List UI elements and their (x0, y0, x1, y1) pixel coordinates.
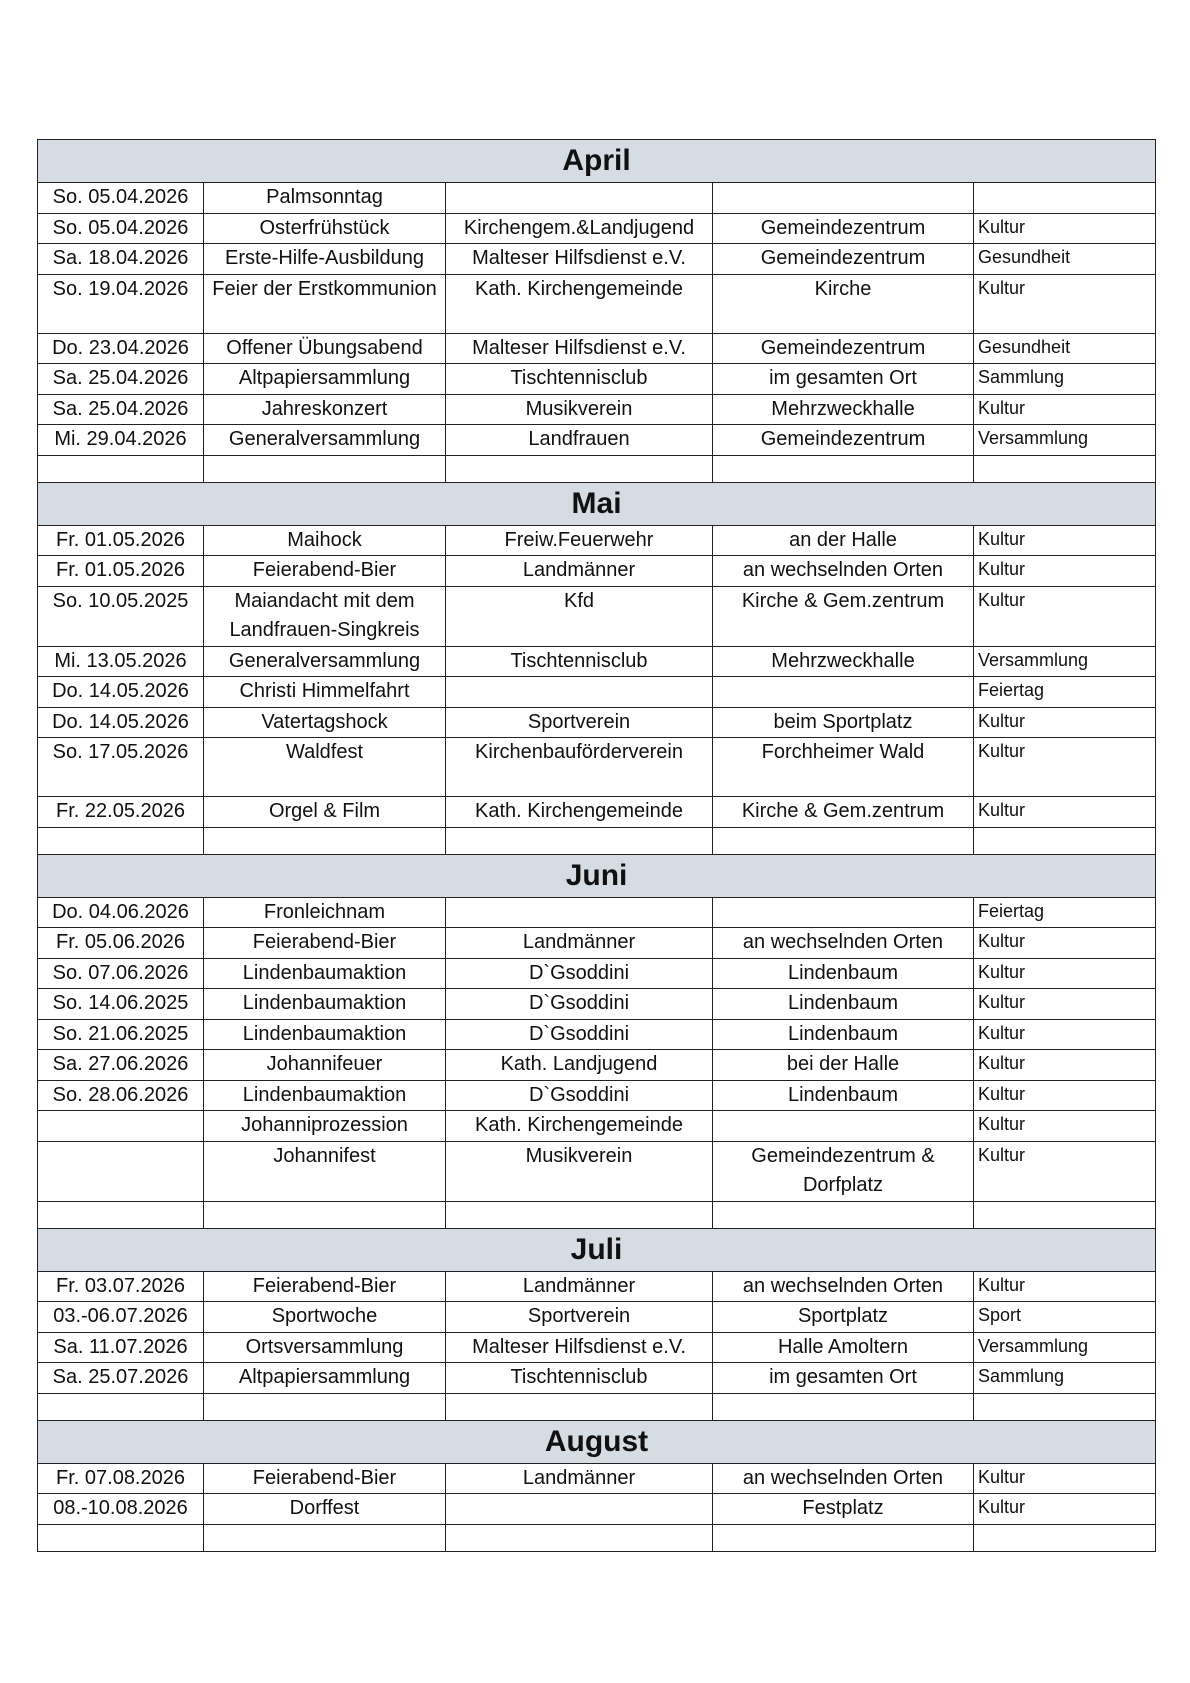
event-row (38, 333, 1156, 364)
blank-cell (204, 1201, 446, 1228)
organizer-cell (446, 677, 713, 708)
location-cell: Gemeindezentrum (713, 425, 974, 456)
month-title: Mai (38, 482, 1156, 525)
month-title: Juli (38, 1228, 1156, 1271)
event-row (38, 1463, 1156, 1494)
blank-cell (446, 827, 713, 854)
blank-cell (713, 827, 974, 854)
date-cell: 03.-06.07.2026 (38, 1302, 204, 1333)
category-cell: Versammlung (974, 1332, 1156, 1363)
blank-cell (974, 1393, 1156, 1420)
event-row (38, 738, 1156, 797)
event-row (38, 646, 1156, 677)
blank-row (38, 827, 1156, 854)
organizer-cell: Sportverein (446, 707, 713, 738)
category-cell: Kultur (974, 213, 1156, 244)
category-cell: Kultur (974, 274, 1156, 333)
event-row (38, 213, 1156, 244)
event-row (38, 183, 1156, 214)
category-cell: Gesundheit (974, 244, 1156, 275)
event-cell: Johannifest (204, 1141, 446, 1201)
blank-cell (713, 455, 974, 482)
organizer-cell: Landmänner (446, 556, 713, 587)
location-cell: Mehrzweckhalle (713, 394, 974, 425)
location-cell: Halle Amoltern (713, 1332, 974, 1363)
event-cell: Erste-Hilfe-Ausbildung (204, 244, 446, 275)
blank-cell (713, 1393, 974, 1420)
category-cell: Versammlung (974, 425, 1156, 456)
event-cell: Altpapiersammlung (204, 364, 446, 395)
date-cell: Fr. 03.07.2026 (38, 1271, 204, 1302)
date-cell (38, 1141, 204, 1201)
event-cell: Lindenbaumaktion (204, 958, 446, 989)
category-cell: Kultur (974, 989, 1156, 1020)
organizer-cell: Malteser Hilfsdienst e.V. (446, 1332, 713, 1363)
location-cell (713, 1111, 974, 1142)
location-cell: Kirche & Gem.zentrum (713, 586, 974, 646)
location-cell: Gemeindezentrum & Dorfplatz (713, 1141, 974, 1201)
event-row (38, 1332, 1156, 1363)
organizer-cell (446, 183, 713, 214)
blank-cell (38, 1201, 204, 1228)
event-cell: Offener Übungsabend (204, 333, 446, 364)
organizer-cell: Malteser Hilfsdienst e.V. (446, 333, 713, 364)
blank-cell (204, 1524, 446, 1551)
event-cell: Fronleichnam (204, 897, 446, 928)
location-cell: Lindenbaum (713, 958, 974, 989)
event-cell: Vatertagshock (204, 707, 446, 738)
date-cell: Do. 23.04.2026 (38, 333, 204, 364)
category-cell: Sammlung (974, 1363, 1156, 1394)
date-cell: Sa. 25.04.2026 (38, 364, 204, 395)
blank-row (38, 455, 1156, 482)
event-cell: Johanniprozession (204, 1111, 446, 1142)
organizer-cell: Malteser Hilfsdienst e.V. (446, 244, 713, 275)
blank-cell (446, 1201, 713, 1228)
organizer-cell: D`Gsoddini (446, 1019, 713, 1050)
blank-cell (713, 1201, 974, 1228)
event-row (38, 1363, 1156, 1394)
category-cell: Kultur (974, 738, 1156, 797)
location-cell (713, 897, 974, 928)
event-row (38, 394, 1156, 425)
blank-cell (204, 455, 446, 482)
month-header-row (38, 854, 1156, 897)
event-cell: Sportwoche (204, 1302, 446, 1333)
blank-cell (446, 455, 713, 482)
category-cell: Versammlung (974, 646, 1156, 677)
event-cell: Orgel & Film (204, 797, 446, 828)
event-row (38, 1019, 1156, 1050)
event-row (38, 1111, 1156, 1142)
category-cell: Kultur (974, 958, 1156, 989)
location-cell: an wechselnden Orten (713, 1271, 974, 1302)
blank-cell (38, 455, 204, 482)
organizer-cell: Freiw.Feuerwehr (446, 525, 713, 556)
location-cell: Festplatz (713, 1494, 974, 1525)
event-cell: Lindenbaumaktion (204, 989, 446, 1020)
organizer-cell: Sportverein (446, 1302, 713, 1333)
date-cell: Sa. 25.04.2026 (38, 394, 204, 425)
month-header-row (38, 1228, 1156, 1271)
event-row (38, 707, 1156, 738)
category-cell: Kultur (974, 1271, 1156, 1302)
organizer-cell: Kirchenbauförderverein (446, 738, 713, 797)
date-cell: Do. 14.05.2026 (38, 707, 204, 738)
category-cell: Kultur (974, 1050, 1156, 1081)
event-row (38, 1302, 1156, 1333)
organizer-cell: Tischtennisclub (446, 364, 713, 395)
event-cell: Feier der Erstkommunion (204, 274, 446, 333)
category-cell: Kultur (974, 1111, 1156, 1142)
event-row (38, 525, 1156, 556)
event-row (38, 677, 1156, 708)
date-cell (38, 1111, 204, 1142)
event-row (38, 1271, 1156, 1302)
date-cell: So. 10.05.2025 (38, 586, 204, 646)
date-cell: Mi. 29.04.2026 (38, 425, 204, 456)
blank-row (38, 1524, 1156, 1551)
organizer-cell: Landmänner (446, 928, 713, 959)
event-row (38, 1494, 1156, 1525)
location-cell: an wechselnden Orten (713, 1463, 974, 1494)
location-cell (713, 677, 974, 708)
date-cell: So. 19.04.2026 (38, 274, 204, 333)
organizer-cell (446, 897, 713, 928)
event-cell: Osterfrühstück (204, 213, 446, 244)
date-cell: So. 28.06.2026 (38, 1080, 204, 1111)
organizer-cell: Tischtennisclub (446, 1363, 713, 1394)
category-cell: Kultur (974, 1019, 1156, 1050)
location-cell: an der Halle (713, 525, 974, 556)
date-cell: Do. 14.05.2026 (38, 677, 204, 708)
date-cell: Sa. 25.07.2026 (38, 1363, 204, 1394)
location-cell: an wechselnden Orten (713, 928, 974, 959)
event-row (38, 586, 1156, 646)
date-cell: Fr. 01.05.2026 (38, 525, 204, 556)
date-cell: So. 05.04.2026 (38, 183, 204, 214)
month-title: Juni (38, 854, 1156, 897)
month-title: August (38, 1420, 1156, 1463)
location-cell: Forchheimer Wald (713, 738, 974, 797)
blank-row (38, 1201, 1156, 1228)
blank-cell (446, 1393, 713, 1420)
category-cell: Kultur (974, 1463, 1156, 1494)
location-cell (713, 183, 974, 214)
date-cell: So. 17.05.2026 (38, 738, 204, 797)
event-cell: Lindenbaumaktion (204, 1019, 446, 1050)
location-cell: Sportplatz (713, 1302, 974, 1333)
category-cell: Feiertag (974, 677, 1156, 708)
organizer-cell: Tischtennisclub (446, 646, 713, 677)
month-title: April (38, 140, 1156, 183)
category-cell: Kultur (974, 556, 1156, 587)
organizer-cell: Kfd (446, 586, 713, 646)
event-row (38, 958, 1156, 989)
event-cell: Lindenbaumaktion (204, 1080, 446, 1111)
event-cell: Feierabend-Bier (204, 1271, 446, 1302)
event-cell: Feierabend-Bier (204, 1463, 446, 1494)
location-cell: Gemeindezentrum (713, 244, 974, 275)
location-cell: im gesamten Ort (713, 1363, 974, 1394)
date-cell: So. 21.06.2025 (38, 1019, 204, 1050)
month-header-row (38, 140, 1156, 183)
location-cell: im gesamten Ort (713, 364, 974, 395)
date-cell: Mi. 13.05.2026 (38, 646, 204, 677)
event-row (38, 897, 1156, 928)
blank-cell (204, 827, 446, 854)
month-header-row (38, 482, 1156, 525)
blank-cell (446, 1524, 713, 1551)
organizer-cell (446, 1494, 713, 1525)
location-cell: Kirche & Gem.zentrum (713, 797, 974, 828)
event-row (38, 928, 1156, 959)
location-cell: bei der Halle (713, 1050, 974, 1081)
date-cell: Fr. 05.06.2026 (38, 928, 204, 959)
blank-cell (204, 1393, 446, 1420)
blank-cell (974, 455, 1156, 482)
event-cell: Generalversammlung (204, 646, 446, 677)
category-cell: Feiertag (974, 897, 1156, 928)
category-cell: Kultur (974, 797, 1156, 828)
blank-cell (38, 1524, 204, 1551)
blank-cell (38, 1393, 204, 1420)
date-cell: Fr. 01.05.2026 (38, 556, 204, 587)
event-cell: Feierabend-Bier (204, 556, 446, 587)
event-cell: Feierabend-Bier (204, 928, 446, 959)
event-cell: Jahreskonzert (204, 394, 446, 425)
location-cell: beim Sportplatz (713, 707, 974, 738)
month-header-row (38, 1420, 1156, 1463)
location-cell: an wechselnden Orten (713, 556, 974, 587)
organizer-cell: Kath. Kirchengemeinde (446, 274, 713, 333)
event-cell: Christi Himmelfahrt (204, 677, 446, 708)
event-cell: Ortsversammlung (204, 1332, 446, 1363)
organizer-cell: Kath. Landjugend (446, 1050, 713, 1081)
date-cell: 08.-10.08.2026 (38, 1494, 204, 1525)
category-cell: Kultur (974, 707, 1156, 738)
category-cell: Kultur (974, 1494, 1156, 1525)
date-cell: Sa. 11.07.2026 (38, 1332, 204, 1363)
event-row (38, 1050, 1156, 1081)
events-body (38, 140, 1156, 1552)
category-cell: Gesundheit (974, 333, 1156, 364)
category-cell: Sammlung (974, 364, 1156, 395)
organizer-cell: D`Gsoddini (446, 958, 713, 989)
location-cell: Gemeindezentrum (713, 333, 974, 364)
blank-cell (38, 827, 204, 854)
category-cell (974, 183, 1156, 214)
location-cell: Kirche (713, 274, 974, 333)
organizer-cell: Kath. Kirchengemeinde (446, 1111, 713, 1142)
event-cell: Altpapiersammlung (204, 1363, 446, 1394)
organizer-cell: Landmänner (446, 1271, 713, 1302)
event-cell: Johannifeuer (204, 1050, 446, 1081)
organizer-cell: Landfrauen (446, 425, 713, 456)
blank-cell (974, 827, 1156, 854)
date-cell: Fr. 22.05.2026 (38, 797, 204, 828)
event-row (38, 364, 1156, 395)
category-cell: Kultur (974, 525, 1156, 556)
event-cell: Maihock (204, 525, 446, 556)
blank-cell (974, 1524, 1156, 1551)
event-cell: Palmsonntag (204, 183, 446, 214)
date-cell: Sa. 27.06.2026 (38, 1050, 204, 1081)
blank-cell (974, 1201, 1156, 1228)
event-row (38, 797, 1156, 828)
category-cell: Sport (974, 1302, 1156, 1333)
organizer-cell: D`Gsoddini (446, 989, 713, 1020)
events-table (37, 139, 1156, 1552)
organizer-cell: Landmänner (446, 1463, 713, 1494)
date-cell: So. 05.04.2026 (38, 213, 204, 244)
date-cell: So. 14.06.2025 (38, 989, 204, 1020)
event-cell: Waldfest (204, 738, 446, 797)
date-cell: Sa. 18.04.2026 (38, 244, 204, 275)
date-cell: Fr. 07.08.2026 (38, 1463, 204, 1494)
category-cell: Kultur (974, 586, 1156, 646)
event-row (38, 274, 1156, 333)
location-cell: Lindenbaum (713, 1019, 974, 1050)
category-cell: Kultur (974, 1080, 1156, 1111)
event-cell: Generalversammlung (204, 425, 446, 456)
date-cell: Do. 04.06.2026 (38, 897, 204, 928)
event-row (38, 1080, 1156, 1111)
event-cell: Maiandacht mit dem Landfrauen-Singkreis (204, 586, 446, 646)
location-cell: Gemeindezentrum (713, 213, 974, 244)
event-row (38, 989, 1156, 1020)
event-cell: Dorffest (204, 1494, 446, 1525)
event-row (38, 425, 1156, 456)
date-cell: So. 07.06.2026 (38, 958, 204, 989)
organizer-cell: Musikverein (446, 1141, 713, 1201)
location-cell: Lindenbaum (713, 989, 974, 1020)
category-cell: Kultur (974, 1141, 1156, 1201)
organizer-cell: D`Gsoddini (446, 1080, 713, 1111)
organizer-cell: Musikverein (446, 394, 713, 425)
organizer-cell: Kath. Kirchengemeinde (446, 797, 713, 828)
organizer-cell: Kirchengem.&Landjugend (446, 213, 713, 244)
blank-row (38, 1393, 1156, 1420)
event-row (38, 1141, 1156, 1201)
event-row (38, 244, 1156, 275)
location-cell: Lindenbaum (713, 1080, 974, 1111)
event-row (38, 556, 1156, 587)
location-cell: Mehrzweckhalle (713, 646, 974, 677)
category-cell: Kultur (974, 394, 1156, 425)
blank-cell (713, 1524, 974, 1551)
category-cell: Kultur (974, 928, 1156, 959)
